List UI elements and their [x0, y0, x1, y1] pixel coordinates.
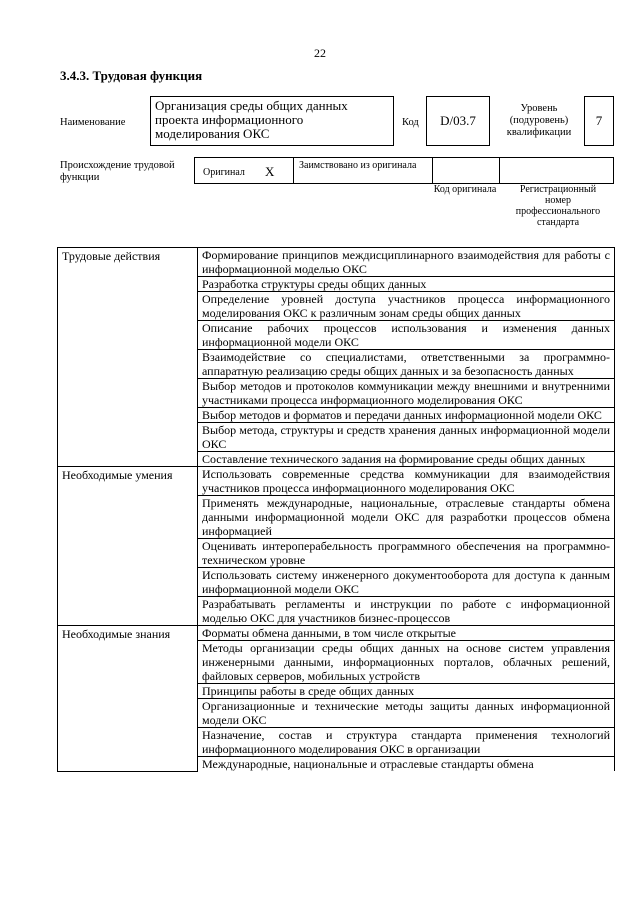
section-item: Международные, национальные и отраслевые стандарты обмена — [198, 757, 615, 772]
section-item: Составление технического задания на формирование среды общих данных — [198, 452, 615, 467]
section-item: Определение уровней доступа участников процесса информационного моделирования ОКС к различным зонам среды общих данных — [198, 292, 615, 321]
section-item: Формирование принципов междисциплинарного взаимодействия для работы с информационной моделью ОКС — [198, 248, 615, 277]
original-label: Оригинал — [203, 167, 245, 178]
section-item: Выбор методов и протоколов коммуникации между внешними и внутренними участниками процесса информационного моделирования ОКС — [198, 379, 615, 408]
section-item: Разрабатывать регламенты и инструкции по работе с информационной моделью ОКС для участников бизнес-процессов — [198, 597, 615, 626]
section-item: Взаимодействие со специалистами, ответственными за программно-аппаратную реализацию среды общих данных и за безопасность данных — [198, 350, 615, 379]
borrowed-label: Заимствовано из оригинала — [299, 160, 417, 171]
origin-table — [194, 157, 614, 184]
section-item: Выбор метода, структуры и средств хранения данных информационной модели ОКС — [198, 423, 615, 452]
code-original-caption: Код оригинала — [433, 184, 497, 195]
function-name: Организация среды общих данных проекта информационного моделирования ОКС — [150, 96, 394, 146]
divider — [499, 158, 500, 183]
code-value: D/03.7 — [426, 96, 490, 146]
code-label: Код — [402, 117, 419, 128]
section-item: Оценивать интероперабельность программного обеспечения на программно-техническом уровне — [198, 539, 615, 568]
section-item: Выбор методов и форматов и передачи данных информационной модели ОКС — [198, 408, 615, 423]
function-details-table — [57, 247, 615, 772]
level-label: Уровень (подуровень) квалификации — [506, 103, 572, 138]
section-title: 3.4.3. Трудовая функция — [60, 68, 203, 83]
section-category: Необходимые умения — [58, 467, 198, 626]
section-category: Необходимые знания — [58, 626, 198, 772]
table-row — [58, 248, 615, 277]
section-item: Применять международные, национальные, отраслевые стандарты обмена данными информационной модели ОКС для разработки процессов обмена информацией — [198, 496, 615, 539]
level-value: 7 — [584, 96, 614, 146]
section-item: Использовать систему инженерного документооборота для доступа к данным информационной модели ОКС — [198, 568, 615, 597]
page-number: 22 — [314, 46, 326, 60]
divider — [432, 158, 433, 183]
section-item: Принципы работы в среде общих данных — [198, 684, 615, 699]
section-item: Методы организации среды общих данных на основе систем управления инженерными данными, информационных порталов, облачных решений, файловых серверов, мобильных устройств — [198, 641, 615, 684]
section-category: Трудовые действия — [58, 248, 198, 467]
table-row — [58, 626, 615, 641]
section-item: Разработка структуры среды общих данных — [198, 277, 615, 292]
table-row — [58, 467, 615, 496]
section-item: Назначение, состав и структура стандарта применения технологий информационного моделирования ОКС в организации — [198, 728, 615, 757]
reg-number-caption: Регистрационный номер профессионального стандарта — [515, 184, 601, 228]
divider — [293, 158, 294, 183]
section-item: Описание рабочих процессов использования и изменения данных информационной модели ОКС — [198, 321, 615, 350]
section-item: Использовать современные средства коммуникации для взаимодействия участников процесса информационного моделирования ОКС — [198, 467, 615, 496]
name-label: Наименование — [60, 117, 126, 128]
section-item: Организационные и технические методы защиты данных информационной модели ОКС — [198, 699, 615, 728]
origin-label: Происхождение трудовой функции — [60, 160, 175, 183]
original-mark: X — [265, 164, 275, 179]
section-item: Форматы обмена данными, в том числе открытые — [198, 626, 615, 641]
